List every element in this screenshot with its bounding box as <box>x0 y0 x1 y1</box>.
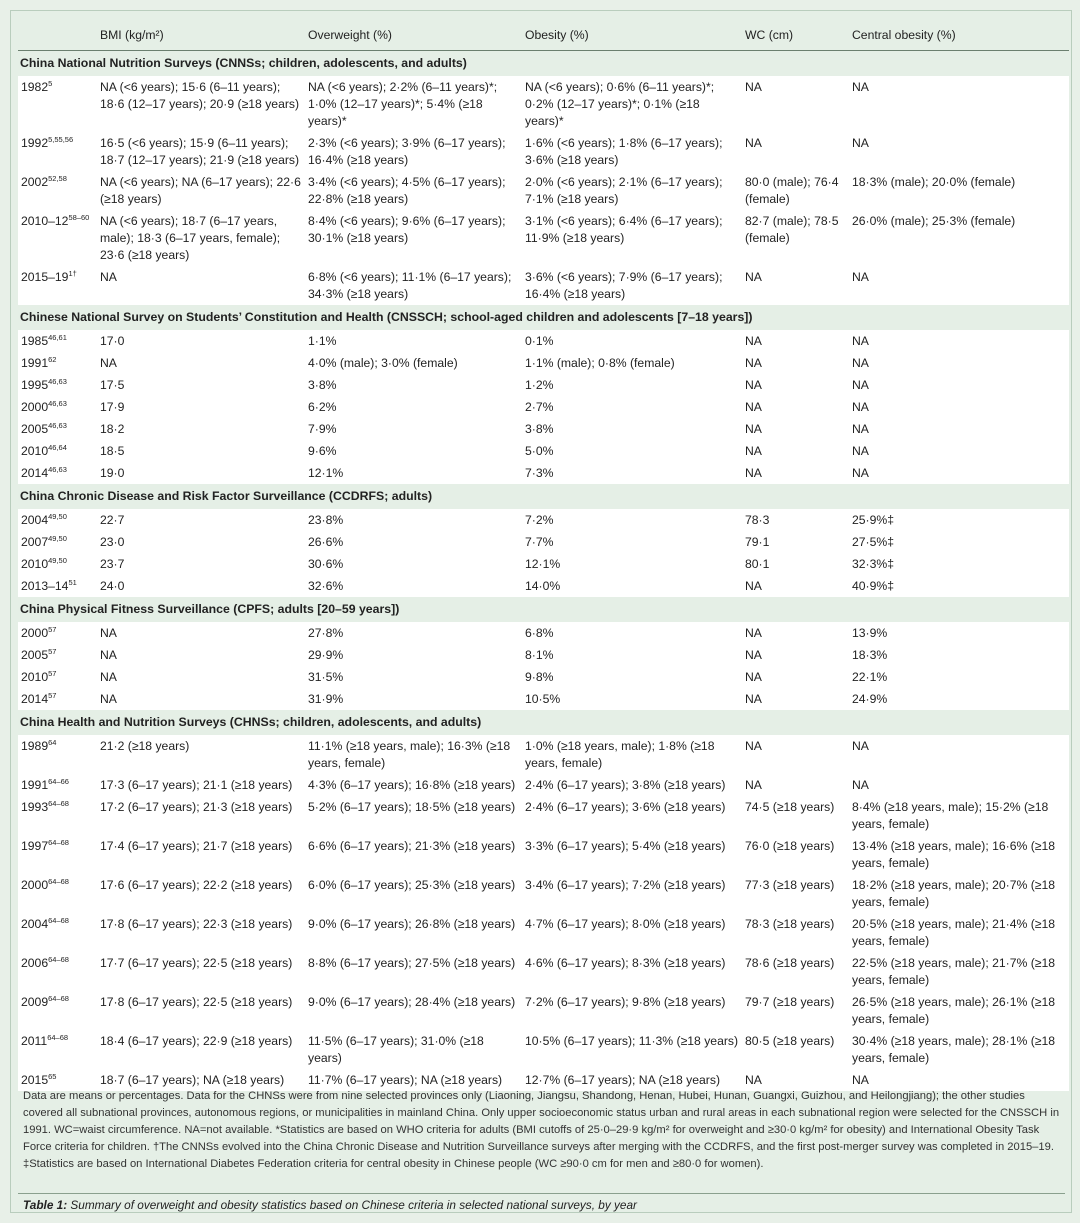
obesity-cell: 5·0% <box>525 440 745 462</box>
obesity-cell: 10·5% (6–17 years); 11·3% (≥18 years) <box>525 1030 745 1069</box>
obesity-cell: 4·6% (6–17 years); 8·3% (≥18 years) <box>525 952 745 991</box>
obesity-cell: 1·2% <box>525 374 745 396</box>
bmi-cell: 24·0 <box>100 575 308 597</box>
central-obesity-cell: 13·4% (≥18 years, male); 16·6% (≥18 years, female) <box>852 835 1069 874</box>
obesity-cell: 9·8% <box>525 666 745 688</box>
table-row <box>18 76 1069 132</box>
table-row <box>18 688 1069 710</box>
reference-superscript: 64–68 <box>47 1032 69 1042</box>
year-cell <box>18 644 100 666</box>
wc-cell: NA <box>745 418 852 440</box>
wc-cell: 79·7 (≥18 years) <box>745 991 852 1030</box>
bmi-cell: 22·7 <box>100 509 308 531</box>
table-row <box>18 774 1069 796</box>
reference-superscript: 57 <box>48 690 57 700</box>
bmi-cell: 18·5 <box>100 440 308 462</box>
overweight-cell: 31·9% <box>308 688 525 710</box>
year-cell <box>18 796 100 835</box>
group-title: China Health and Nutrition Surveys (CHNSs; children, adolescents, and adults) <box>18 710 1069 735</box>
overweight-cell: 2·3% (<6 years); 3·9% (6–17 years); 16·4% (≥18 years) <box>308 132 525 171</box>
overweight-cell: 27·8% <box>308 622 525 644</box>
central-obesity-cell: NA <box>852 266 1069 305</box>
year-label: 2014 <box>21 692 49 706</box>
header-obesity: Obesity (%) <box>525 18 745 51</box>
reference-superscript: 64–68 <box>48 954 69 964</box>
obesity-cell: 1·1% (male); 0·8% (female) <box>525 352 745 374</box>
obesity-cell: 10·5% <box>525 688 745 710</box>
year-label: 2004 <box>21 513 49 527</box>
bmi-cell: 17·9 <box>100 396 308 418</box>
reference-superscript: 46,63 <box>48 420 67 430</box>
central-obesity-cell: NA <box>852 76 1069 132</box>
reference-superscript: 64–68 <box>48 915 69 925</box>
group-header-row <box>18 597 1069 622</box>
year-label: 2015–19 <box>21 270 69 284</box>
overweight-cell: 3·4% (<6 years); 4·5% (6–17 years); 22·8% (≥18 years) <box>308 171 525 210</box>
year-label: 2010 <box>21 557 49 571</box>
year-cell <box>18 374 100 396</box>
year-cell <box>18 835 100 874</box>
reference-superscript: 64–68 <box>48 798 69 808</box>
obesity-cell: 1·6% (<6 years); 1·8% (6–17 years); 3·6% (≥18 years) <box>525 132 745 171</box>
reference-superscript: 65 <box>48 1071 57 1081</box>
bmi-cell: 16·5 (<6 years); 15·9 (6–11 years); 18·7 (12–17 years); 21·9 (≥18 years) <box>100 132 308 171</box>
bmi-cell: 17·5 <box>100 374 308 396</box>
bmi-cell: 18·4 (6–17 years); 22·9 (≥18 years) <box>100 1030 308 1069</box>
year-cell <box>18 509 100 531</box>
year-label: 1992 <box>21 136 49 150</box>
year-cell <box>18 210 100 266</box>
reference-superscript: 46,63 <box>48 376 67 386</box>
bmi-cell: 23·7 <box>100 553 308 575</box>
year-label: 1997 <box>21 839 49 853</box>
year-label: 2002 <box>21 175 49 189</box>
reference-superscript: 58–60 <box>68 212 90 222</box>
reference-superscript: 51 <box>68 577 77 587</box>
table-row <box>18 575 1069 597</box>
overweight-cell: 6·6% (6–17 years); 21·3% (≥18 years) <box>308 835 525 874</box>
table-row <box>18 622 1069 644</box>
central-obesity-cell: 22·1% <box>852 666 1069 688</box>
table-row <box>18 735 1069 774</box>
overweight-cell: 8·8% (6–17 years); 27·5% (≥18 years) <box>308 952 525 991</box>
year-label: 2000 <box>21 626 49 640</box>
bmi-cell: 17·3 (6–17 years); 21·1 (≥18 years) <box>100 774 308 796</box>
table-row <box>18 796 1069 835</box>
year-label: 2007 <box>21 535 49 549</box>
header-overweight: Overweight (%) <box>308 18 525 51</box>
wc-cell: NA <box>745 352 852 374</box>
obesity-cell: 2·4% (6–17 years); 3·8% (≥18 years) <box>525 774 745 796</box>
central-obesity-cell: NA <box>852 735 1069 774</box>
overweight-cell: 4·0% (male); 3·0% (female) <box>308 352 525 374</box>
reference-superscript: 64–68 <box>48 876 69 886</box>
central-obesity-cell: NA <box>852 352 1069 374</box>
year-label: 1993 <box>21 800 49 814</box>
wc-cell: 78·6 (≥18 years) <box>745 952 852 991</box>
group-header-row <box>18 484 1069 509</box>
overweight-cell: 11·5% (6–17 years); 31·0% (≥18 years) <box>308 1030 525 1069</box>
year-cell <box>18 1030 100 1069</box>
year-cell <box>18 76 100 132</box>
year-cell <box>18 462 100 484</box>
overweight-cell: 9·0% (6–17 years); 28·4% (≥18 years) <box>308 991 525 1030</box>
bmi-cell: 18·2 <box>100 418 308 440</box>
obesity-cell: 1·0% (≥18 years, male); 1·8% (≥18 years, female) <box>525 735 745 774</box>
wc-cell: NA <box>745 774 852 796</box>
group-title: China Physical Fitness Surveillance (CPFS; adults [20–59 years]) <box>18 597 1069 622</box>
bmi-cell: 17·7 (6–17 years); 22·5 (≥18 years) <box>100 952 308 991</box>
group-title: Chinese National Survey on Students’ Constitution and Health (CNSSCH; school-aged children and adolescents [7–18 years]) <box>18 305 1069 330</box>
table-row <box>18 644 1069 666</box>
obesity-cell: 12·7% (6–17 years); NA (≥18 years) <box>525 1069 745 1091</box>
year-label: 1991 <box>21 356 49 370</box>
obesity-cell: 3·6% (<6 years); 7·9% (6–17 years); 16·4% (≥18 years) <box>525 266 745 305</box>
wc-cell: 78·3 (≥18 years) <box>745 913 852 952</box>
wc-cell: NA <box>745 622 852 644</box>
obesity-cell: 3·4% (6–17 years); 7·2% (≥18 years) <box>525 874 745 913</box>
bmi-cell: 21·2 (≥18 years) <box>100 735 308 774</box>
table-body <box>18 51 1069 1092</box>
bmi-cell: 18·7 (6–17 years); NA (≥18 years) <box>100 1069 308 1091</box>
bmi-cell: 17·6 (6–17 years); 22·2 (≥18 years) <box>100 874 308 913</box>
central-obesity-cell: 40·9%‡ <box>852 575 1069 597</box>
year-label: 2010 <box>21 444 49 458</box>
year-cell <box>18 622 100 644</box>
obesity-cell: 7·2% <box>525 509 745 531</box>
year-cell <box>18 352 100 374</box>
year-label: 1982 <box>21 80 49 94</box>
year-label: 2004 <box>21 917 49 931</box>
reference-superscript: 46,63 <box>48 464 67 474</box>
bmi-cell: NA (<6 years); 18·7 (6–17 years, male); 18·3 (6–17 years, female); 23·6 (≥18 years) <box>100 210 308 266</box>
reference-superscript: 64–66 <box>48 776 69 786</box>
table-row <box>18 462 1069 484</box>
central-obesity-cell: 18·3% (male); 20·0% (female) <box>852 171 1069 210</box>
central-obesity-cell: NA <box>852 774 1069 796</box>
table-row <box>18 266 1069 305</box>
wc-cell: 80·0 (male); 76·4 (female) <box>745 171 852 210</box>
obesity-cell: 3·8% <box>525 418 745 440</box>
year-label: 2011 <box>21 1034 48 1048</box>
bmi-cell: NA <box>100 352 308 374</box>
obesity-cell: 3·1% (<6 years); 6·4% (6–17 years); 11·9% (≥18 years) <box>525 210 745 266</box>
table-footnotes <box>23 1088 1063 1173</box>
year-label: 2000 <box>21 878 49 892</box>
table-row <box>18 374 1069 396</box>
central-obesity-cell: 20·5% (≥18 years, male); 21·4% (≥18 years, female) <box>852 913 1069 952</box>
year-label: 1985 <box>21 334 49 348</box>
reference-superscript: 57 <box>48 668 57 678</box>
table-row <box>18 874 1069 913</box>
central-obesity-cell: 24·9% <box>852 688 1069 710</box>
bmi-cell: 17·0 <box>100 330 308 352</box>
overweight-cell: 1·1% <box>308 330 525 352</box>
year-cell <box>18 553 100 575</box>
reference-superscript: 64–68 <box>48 837 69 847</box>
central-obesity-cell: NA <box>852 330 1069 352</box>
year-cell <box>18 874 100 913</box>
central-obesity-cell: NA <box>852 1069 1069 1091</box>
bmi-cell: 17·2 (6–17 years); 21·3 (≥18 years) <box>100 796 308 835</box>
central-obesity-cell: NA <box>852 462 1069 484</box>
obesity-cell: NA (<6 years); 0·6% (6–11 years)*; 0·2% (12–17 years)*; 0·1% (≥18 years)* <box>525 76 745 132</box>
overweight-cell: 31·5% <box>308 666 525 688</box>
wc-cell: NA <box>745 76 852 132</box>
bmi-cell: 23·0 <box>100 531 308 553</box>
central-obesity-cell: 13·9% <box>852 622 1069 644</box>
obesity-cell: 7·3% <box>525 462 745 484</box>
table-row <box>18 440 1069 462</box>
year-label: 1995 <box>21 378 49 392</box>
table-row <box>18 952 1069 991</box>
year-cell <box>18 666 100 688</box>
wc-cell: NA <box>745 735 852 774</box>
overweight-cell: 3·8% <box>308 374 525 396</box>
overweight-cell: 6·2% <box>308 396 525 418</box>
central-obesity-cell: NA <box>852 374 1069 396</box>
header-central-obesity: Central obesity (%) <box>852 18 1069 51</box>
year-label: 2006 <box>21 956 49 970</box>
overweight-cell: 29·9% <box>308 644 525 666</box>
central-obesity-cell: 27·5%‡ <box>852 531 1069 553</box>
bmi-cell: NA <box>100 688 308 710</box>
table-row <box>18 396 1069 418</box>
wc-cell: 77·3 (≥18 years) <box>745 874 852 913</box>
reference-superscript: 64 <box>48 737 57 747</box>
wc-cell: 76·0 (≥18 years) <box>745 835 852 874</box>
obesity-cell: 2·4% (6–17 years); 3·6% (≥18 years) <box>525 796 745 835</box>
table-row <box>18 132 1069 171</box>
table-row <box>18 913 1069 952</box>
group-header-row <box>18 710 1069 735</box>
year-label: 2009 <box>21 995 49 1009</box>
central-obesity-cell: 26·5% (≥18 years, male); 26·1% (≥18 years, female) <box>852 991 1069 1030</box>
obesity-cell: 14·0% <box>525 575 745 597</box>
reference-superscript: 46,63 <box>48 398 67 408</box>
year-label: 2000 <box>21 400 49 414</box>
overweight-cell: 4·3% (6–17 years); 16·8% (≥18 years) <box>308 774 525 796</box>
caption-text: Summary of overweight and obesity statistics based on Chinese criteria in selected national surveys, by year <box>67 1198 637 1212</box>
wc-cell: 80·5 (≥18 years) <box>745 1030 852 1069</box>
year-label: 2015 <box>21 1073 49 1087</box>
obesity-cell: 8·1% <box>525 644 745 666</box>
reference-superscript: 5 <box>48 78 53 88</box>
wc-cell: 82·7 (male); 78·5 (female) <box>745 210 852 266</box>
bmi-cell: 19·0 <box>100 462 308 484</box>
wc-cell: NA <box>745 462 852 484</box>
bmi-cell: NA <box>100 666 308 688</box>
central-obesity-cell: 22·5% (≥18 years, male); 21·7% (≥18 years, female) <box>852 952 1069 991</box>
overweight-cell: 26·6% <box>308 531 525 553</box>
reference-superscript: 46,64 <box>48 442 67 452</box>
overweight-cell: 32·6% <box>308 575 525 597</box>
header-row <box>18 18 1069 51</box>
overweight-cell: 6·8% (<6 years); 11·1% (6–17 years); 34·3% (≥18 years) <box>308 266 525 305</box>
group-header-row <box>18 51 1069 77</box>
central-obesity-cell: NA <box>852 396 1069 418</box>
year-label: 2005 <box>21 648 49 662</box>
overweight-cell: 11·7% (6–17 years); NA (≥18 years) <box>308 1069 525 1091</box>
table-row <box>18 171 1069 210</box>
bmi-cell: 17·8 (6–17 years); 22·5 (≥18 years) <box>100 991 308 1030</box>
overweight-cell: 30·6% <box>308 553 525 575</box>
bmi-cell: NA (<6 years); 15·6 (6–11 years); 18·6 (12–17 years); 20·9 (≥18 years) <box>100 76 308 132</box>
obesity-cell: 2·7% <box>525 396 745 418</box>
central-obesity-cell: 25·9%‡ <box>852 509 1069 531</box>
reference-superscript: 64–68 <box>48 993 69 1003</box>
overweight-cell: 12·1% <box>308 462 525 484</box>
bmi-cell: NA <box>100 622 308 644</box>
wc-cell: 74·5 (≥18 years) <box>745 796 852 835</box>
caption-divider <box>18 1193 1065 1194</box>
reference-superscript: 57 <box>48 646 57 656</box>
year-label: 2010 <box>21 670 49 684</box>
overweight-cell: 5·2% (6–17 years); 18·5% (≥18 years) <box>308 796 525 835</box>
wc-cell: NA <box>745 374 852 396</box>
year-label: 2005 <box>21 422 49 436</box>
year-label: 2013–14 <box>21 579 69 593</box>
wc-cell: 79·1 <box>745 531 852 553</box>
reference-superscript: 52,58 <box>48 173 67 183</box>
obesity-cell: 12·1% <box>525 553 745 575</box>
table-row <box>18 509 1069 531</box>
year-cell <box>18 440 100 462</box>
table-row <box>18 991 1069 1030</box>
obesity-cell: 2·0% (<6 years); 2·1% (6–17 years); 7·1% (≥18 years) <box>525 171 745 210</box>
overweight-cell: 23·8% <box>308 509 525 531</box>
obesity-cell: 6·8% <box>525 622 745 644</box>
group-header-row <box>18 305 1069 330</box>
bmi-cell: NA <box>100 266 308 305</box>
central-obesity-cell: 18·2% (≥18 years, male); 20·7% (≥18 years, female) <box>852 874 1069 913</box>
year-cell <box>18 171 100 210</box>
table-row <box>18 835 1069 874</box>
reference-superscript: 49,50 <box>48 555 67 565</box>
year-cell <box>18 774 100 796</box>
overweight-cell: 9·6% <box>308 440 525 462</box>
group-title: China National Nutrition Surveys (CNNSs; children, adolescents, and adults) <box>18 51 1069 77</box>
overweight-cell: 7·9% <box>308 418 525 440</box>
table-row <box>18 1030 1069 1069</box>
reference-superscript: 49,50 <box>48 533 67 543</box>
wc-cell: NA <box>745 688 852 710</box>
year-cell <box>18 991 100 1030</box>
year-cell <box>18 952 100 991</box>
table-row <box>18 352 1069 374</box>
central-obesity-cell: 32·3%‡ <box>852 553 1069 575</box>
year-cell <box>18 688 100 710</box>
wc-cell: NA <box>745 440 852 462</box>
wc-cell: NA <box>745 132 852 171</box>
overweight-cell: NA (<6 years); 2·2% (6–11 years)*; 1·0% (12–17 years)*; 5·4% (≥18 years)* <box>308 76 525 132</box>
overweight-cell: 8·4% (<6 years); 9·6% (6–17 years); 30·1% (≥18 years) <box>308 210 525 266</box>
year-cell <box>18 266 100 305</box>
obesity-cell: 4·7% (6–17 years); 8·0% (≥18 years) <box>525 913 745 952</box>
central-obesity-cell: 30·4% (≥18 years, male); 28·1% (≥18 years, female) <box>852 1030 1069 1069</box>
central-obesity-cell: NA <box>852 440 1069 462</box>
obesity-cell: 3·3% (6–17 years); 5·4% (≥18 years) <box>525 835 745 874</box>
wc-cell: NA <box>745 644 852 666</box>
obesity-cell: 7·7% <box>525 531 745 553</box>
reference-superscript: 57 <box>48 624 57 634</box>
central-obesity-cell: 18·3% <box>852 644 1069 666</box>
reference-superscript: 62 <box>48 354 57 364</box>
table-row <box>18 531 1069 553</box>
obesity-cell: 0·1% <box>525 330 745 352</box>
year-cell <box>18 132 100 171</box>
central-obesity-cell: NA <box>852 418 1069 440</box>
bmi-cell: 17·4 (6–17 years); 21·7 (≥18 years) <box>100 835 308 874</box>
header-year <box>18 18 100 51</box>
year-cell <box>18 735 100 774</box>
table-row <box>18 330 1069 352</box>
table-row <box>18 666 1069 688</box>
table-row <box>18 210 1069 266</box>
table-row <box>18 418 1069 440</box>
wc-cell: NA <box>745 396 852 418</box>
header-wc: WC (cm) <box>745 18 852 51</box>
year-cell <box>18 418 100 440</box>
table-row <box>18 553 1069 575</box>
caption-label: Table 1: <box>23 1198 68 1212</box>
wc-cell: NA <box>745 1069 852 1091</box>
table-caption <box>23 1198 1063 1212</box>
bmi-cell: NA <box>100 644 308 666</box>
year-label: 1991 <box>21 778 49 792</box>
overweight-cell: 9·0% (6–17 years); 26·8% (≥18 years) <box>308 913 525 952</box>
wc-cell: NA <box>745 666 852 688</box>
reference-superscript: 46,61 <box>48 332 67 342</box>
overweight-cell: 6·0% (6–17 years); 25·3% (≥18 years) <box>308 874 525 913</box>
reference-superscript: 1† <box>68 268 77 278</box>
central-obesity-cell: 8·4% (≥18 years, male); 15·2% (≥18 years, female) <box>852 796 1069 835</box>
group-title: China Chronic Disease and Risk Factor Surveillance (CCDRFS; adults) <box>18 484 1069 509</box>
year-label: 2014 <box>21 466 49 480</box>
year-cell <box>18 575 100 597</box>
year-label: 1989 <box>21 739 49 753</box>
reference-superscript: 49,50 <box>48 511 67 521</box>
central-obesity-cell: NA <box>852 132 1069 171</box>
wc-cell: NA <box>745 266 852 305</box>
reference-superscript: 5,55,56 <box>48 134 74 144</box>
wc-cell: 80·1 <box>745 553 852 575</box>
year-label: 2010–12 <box>21 214 69 228</box>
year-cell <box>18 396 100 418</box>
central-obesity-cell: 26·0% (male); 25·3% (female) <box>852 210 1069 266</box>
bmi-cell: 17·8 (6–17 years); 22·3 (≥18 years) <box>100 913 308 952</box>
overweight-cell: 11·1% (≥18 years, male); 16·3% (≥18 years, female) <box>308 735 525 774</box>
table-page <box>10 10 1072 1213</box>
bmi-cell: NA (<6 years); NA (6–17 years); 22·6 (≥18 years) <box>100 171 308 210</box>
year-cell <box>18 531 100 553</box>
wc-cell: NA <box>745 330 852 352</box>
wc-cell: NA <box>745 575 852 597</box>
header-bmi: BMI (kg/m²) <box>100 18 308 51</box>
wc-cell: 78·3 <box>745 509 852 531</box>
year-cell <box>18 913 100 952</box>
survey-table <box>18 18 1069 1091</box>
obesity-cell: 7·2% (6–17 years); 9·8% (≥18 years) <box>525 991 745 1030</box>
footnote-text: Data are means or percentages. Data for the CHNSs were from nine selected provinces only (Liaoning, Jiangsu, Shandong, Henan, Hubei, Hunan, Guangxi, Guizhou, and Heilongjiang); the other studies covered all subnational provinces, autonomous regions, or municipalities in mainland China. Only upper socioeconomic status urban and rural areas in each subnational region were selected for the CNSSCH in 1991. WC=waist circumference. NA=not available. *Statistics are based on WHO criteria for adults (BMI cutoffs of 25·0–29·9 kg/m² for overweight and ≥30·0 kg/m² for obesity) and International Obesity Task Force criteria for children. †The CNNSs evolved into the China Chronic Disease and Nutrition Surveillance surveys after merging with the CCDRFS, and the first post-merger survey was completed in 2015–19. ‡Statistics are based on International Diabetes Federation criteria for central obesity in Chinese people (WC ≥90·0 cm for men and ≥80·0 for women). <box>23 1090 1060 1170</box>
year-cell <box>18 330 100 352</box>
